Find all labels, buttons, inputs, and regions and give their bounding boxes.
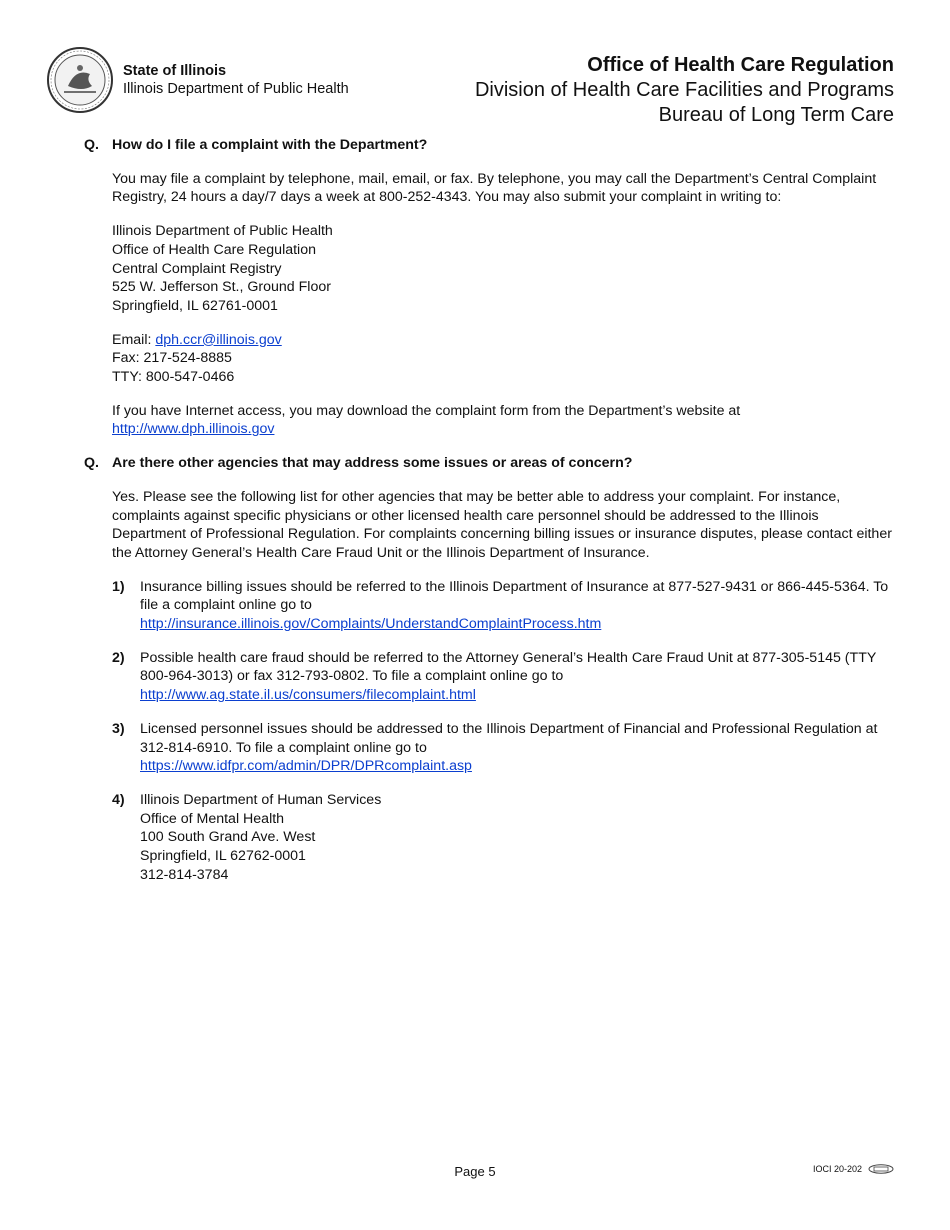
- office-title: Office of Health Care Regulation: [587, 54, 894, 76]
- list-item: [112, 791, 896, 885]
- contact-info: [112, 331, 896, 387]
- answer-1-intro: You may file a complaint by telephone, mail, email, or fax. By telephone, you may call the Department’s Central Complaint Registry, 24 hours a day/7 days a week at 800-252-4343. You may also submit your complaint in writing to:: [112, 170, 877, 206]
- human-services-address: [140, 791, 381, 885]
- tty-line: TTY: 800-547-0466: [112, 369, 235, 386]
- bureau-title: Bureau of Long Term Care: [658, 104, 894, 126]
- question-1-text: How do I file a complaint with the Department?: [112, 137, 428, 153]
- insurance-complaint-link[interactable]: http://insurance.illinois.gov/Complaints/UnderstandComplaintProcess.htm: [140, 616, 602, 633]
- illinois-state-seal-icon: [46, 46, 114, 114]
- address-line: 100 South Grand Ave. West: [140, 829, 316, 846]
- ioci-print-logo-icon: [868, 1164, 894, 1174]
- list-item-text: Possible health care fraud should be referred to the Attorney General’s Health Care Fraud Unit at 877-305-5145 (TTY 800-964-3013) or fax 312-793-0802. To file a complaint online go to: [140, 649, 877, 685]
- question-marker: Q.: [84, 455, 99, 472]
- department-name: Illinois Department of Public Health: [123, 81, 349, 97]
- address-line: Illinois Department of Public Health: [112, 223, 333, 240]
- agency-block: [123, 62, 349, 98]
- list-item-text: Insurance billing issues should be referred to the Illinois Department of Insurance at 877-527-9431 or 866-445-5364. To file a complaint online go to: [140, 578, 889, 614]
- answer-2-intro: Yes. Please see the following list for other agencies that may be better able to address your complaint. For instance, complaints against specific physicians or other licensed health care personnel should be addressed to the Illinois Department of Professional Regulation. For complaints concerning billing issues or insurance disputes, please contact either the Attorney General’s Health Care Fraud Unit or the Illinois Department of Insurance.: [112, 488, 892, 561]
- question-2: [84, 454, 896, 473]
- mailing-address: [112, 222, 896, 316]
- list-item-text: Licensed personnel issues should be addressed to the Illinois Department of Financial and Professional Regulation at 312-814-6910. To file a complaint online go to: [140, 720, 878, 756]
- form-code-text: IOCI 20-202: [812, 1164, 862, 1174]
- department-website-link[interactable]: http://www.dph.illinois.gov: [112, 421, 275, 438]
- address-line: 312-814-3784: [140, 866, 229, 883]
- address-line: 525 W. Jefferson St., Ground Floor: [112, 279, 331, 296]
- document-body: [84, 136, 896, 885]
- address-line: Illinois Department of Human Services: [140, 791, 382, 808]
- page-number: Page 5: [454, 1164, 496, 1179]
- internet-info: [112, 402, 896, 439]
- list-item: [112, 578, 896, 634]
- address-line: Office of Health Care Regulation: [112, 241, 316, 258]
- state-name: State of Illinois: [123, 63, 227, 79]
- attorney-general-complaint-link[interactable]: http://www.ag.state.il.us/consumers/filecomplaint.html: [140, 687, 476, 704]
- question-2-text: Are there other agencies that may address some issues or areas of concern?: [112, 455, 633, 472]
- internet-text: If you have Internet access, you may download the complaint form from the Department’s website at: [112, 402, 741, 419]
- list-number: 1): [112, 578, 125, 595]
- office-block: [475, 53, 894, 128]
- list-number: 3): [112, 720, 125, 737]
- fax-line: Fax: 217-524-8885: [112, 350, 232, 367]
- list-number: 2): [112, 649, 125, 666]
- address-line: Springfield, IL 62761-0001: [112, 297, 278, 314]
- list-item: [112, 720, 896, 776]
- idfpr-complaint-link[interactable]: https://www.idfpr.com/admin/DPR/DPRcomplaint.asp: [140, 758, 472, 775]
- address-line: Springfield, IL 62762-0001: [140, 848, 306, 865]
- address-line: Central Complaint Registry: [112, 260, 282, 277]
- email-link[interactable]: dph.ccr@illinois.gov: [155, 331, 282, 348]
- list-number: 4): [112, 791, 125, 808]
- form-code: [813, 1164, 894, 1174]
- email-line: [112, 331, 896, 350]
- question-1: [84, 136, 896, 155]
- email-label: Email:: [112, 331, 156, 348]
- list-item: [112, 649, 896, 705]
- question-marker: Q.: [84, 137, 99, 153]
- address-line: Office of Mental Health: [140, 810, 285, 827]
- division-title: Division of Health Care Facilities and Programs: [474, 79, 894, 101]
